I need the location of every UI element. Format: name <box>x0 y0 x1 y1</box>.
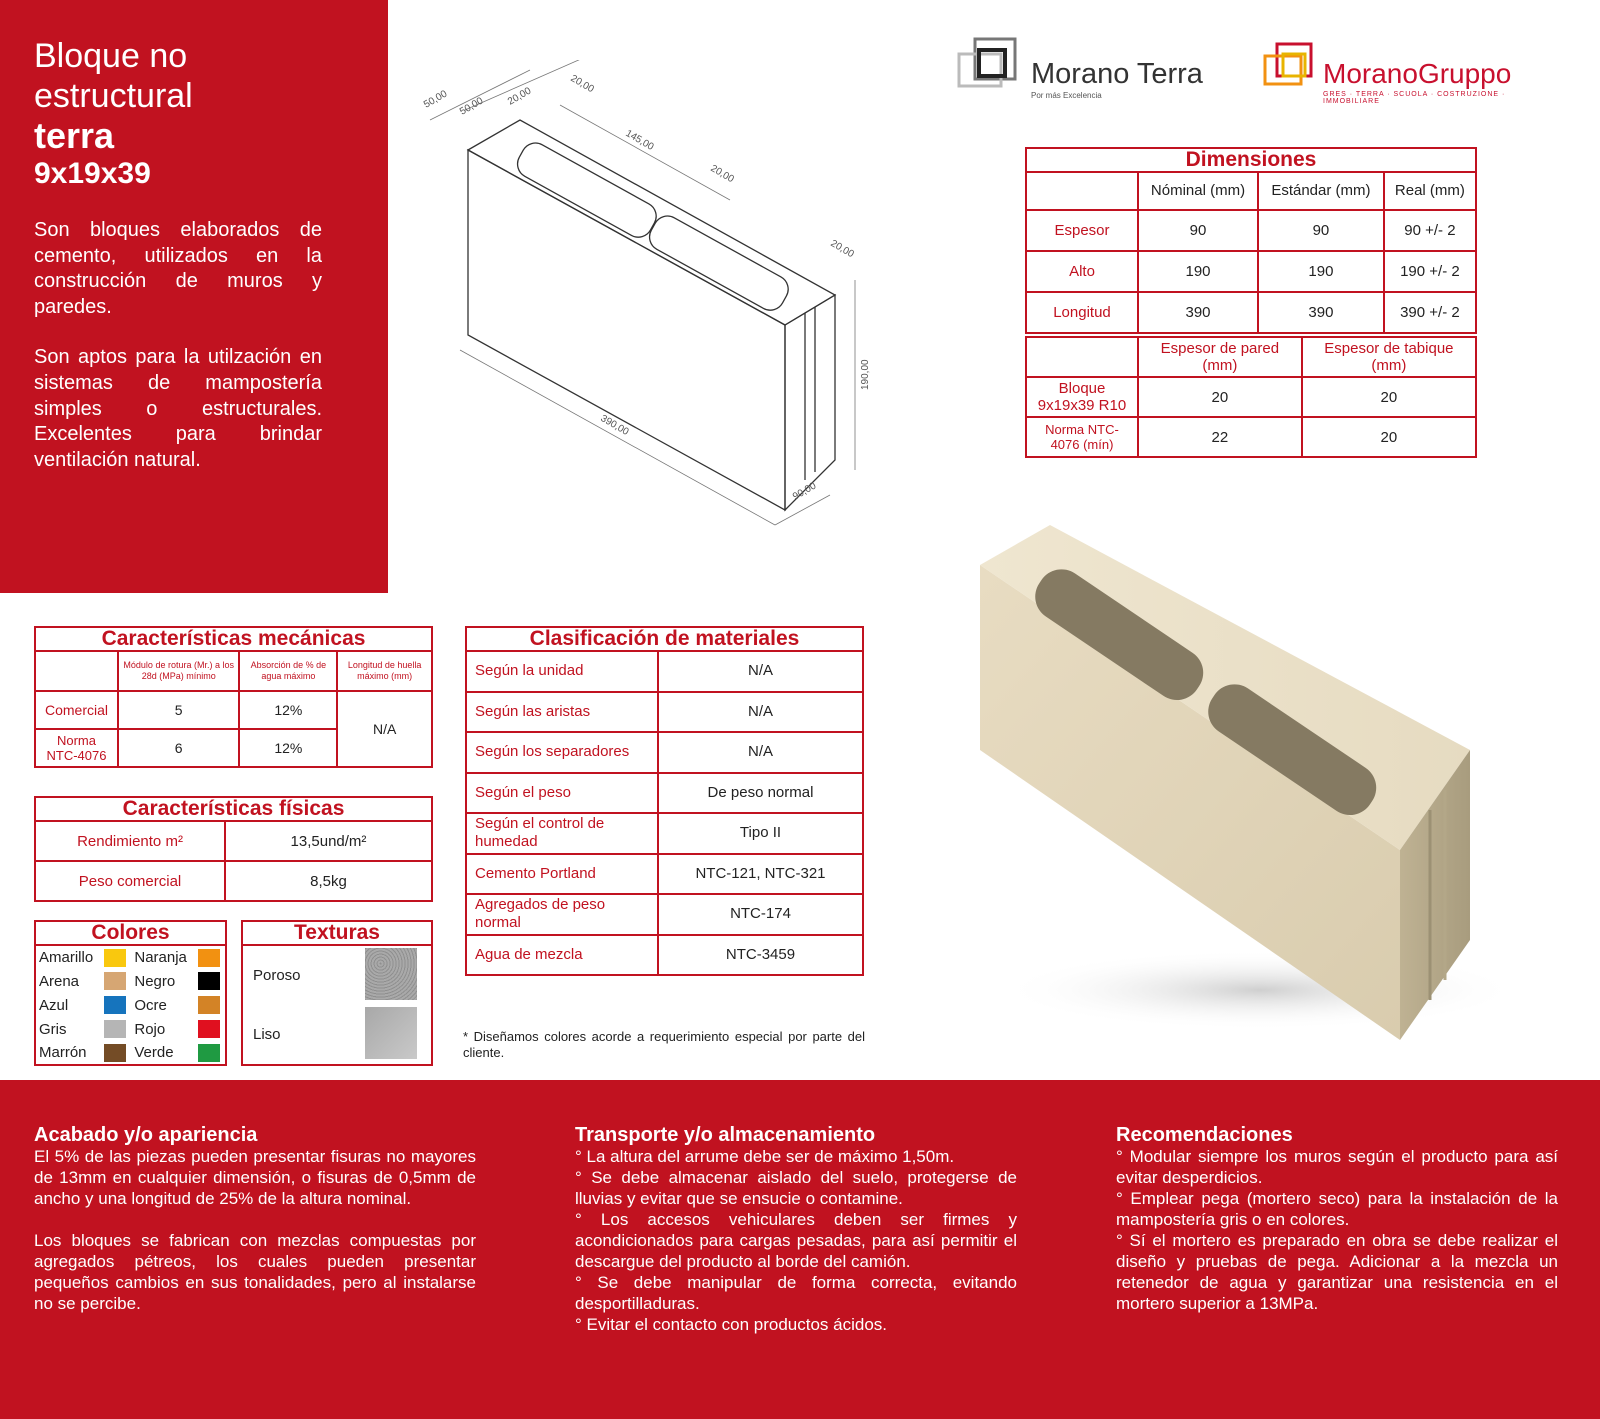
color-swatch-rojo <box>198 1020 220 1038</box>
cell: Tipo II <box>658 813 863 854</box>
gruppo-logo-tagline: GRES · TERRA · SCUOLA · COSTRUZIONE · IMMOBILIARE <box>1323 91 1506 105</box>
acabado-section <box>34 1124 476 1314</box>
color-name: Ocre <box>134 996 167 1014</box>
row-label: Longitud <box>1026 292 1138 333</box>
row-label: Agua de mezcla <box>466 935 658 976</box>
list-item: ° Se debe almacenar aislado del suelo, protegerse de lluvias y evitar que se ensucie o contamine. <box>575 1168 1017 1208</box>
color-swatch-negro <box>198 972 220 990</box>
texture-name: Poroso <box>253 967 301 984</box>
footer <box>0 1080 1600 1419</box>
cell: 6 <box>118 729 239 767</box>
list-item: ° Sí el mortero es preparado en obra se debe realizar el diseño y pruebas de pega. Adicionar a la mezcla un retenedor de agua y garantizar una resistencia en el mortero superior a 13MPa. <box>1116 1231 1558 1313</box>
mechanical-table <box>34 626 433 768</box>
technical-drawing <box>410 60 910 560</box>
intro-panel <box>0 0 388 593</box>
color-name: Amarillo <box>39 949 94 966</box>
color-name: Marrón <box>39 1044 87 1061</box>
table-title: Características físicas <box>35 797 432 821</box>
dim-label: 20,00 <box>568 73 596 96</box>
color-name: Arena <box>39 972 80 990</box>
cell: 190 <box>1258 251 1384 292</box>
col-header: Absorción de % de agua máximo <box>239 651 337 691</box>
color-name: Naranja <box>134 949 187 966</box>
dim-label: 20,00 <box>828 238 856 261</box>
section-title: Transporte y/o almacenamiento <box>575 1124 876 1146</box>
transporte-section <box>575 1124 1017 1335</box>
materials-table <box>465 626 864 976</box>
cell: 12% <box>239 691 337 729</box>
cell: N/A <box>658 651 863 692</box>
morano-gruppo-logo <box>1263 30 1543 105</box>
cell: 390 <box>1138 292 1258 333</box>
footnote: * Diseñamos colores acorde a requerimiento especial por parte del cliente. <box>463 1029 865 1060</box>
col-header: Estándar (mm) <box>1258 172 1384 210</box>
col-header: Nóminal (mm) <box>1138 172 1258 210</box>
color-name: Azul <box>39 996 69 1014</box>
gruppo-logo-name: MoranoGruppo <box>1323 58 1512 89</box>
wall-thickness-table <box>1025 336 1477 458</box>
color-swatch-ocre <box>198 996 220 1014</box>
color-name: Negro <box>134 972 176 990</box>
section-paragraph: El 5% de las piezas pueden presentar fisuras no mayores de 13mm en cualquier dimensión, o fisuras de 0,5mm de ancho y una longitud de 25% de la altura nominal. <box>34 1147 476 1208</box>
morano-terra-logo <box>955 30 1235 100</box>
col-header: Real (mm) <box>1384 172 1476 210</box>
table-title: Clasificación de materiales <box>466 627 863 651</box>
dim-label: 50,00 <box>458 95 486 118</box>
row-label: Alto <box>1026 251 1138 292</box>
color-name: Rojo <box>134 1020 166 1038</box>
color-swatch-arena <box>104 972 126 990</box>
section-title: Acabado y/o apariencia <box>34 1124 258 1146</box>
cell: 90 <box>1138 210 1258 251</box>
cell: 90 <box>1258 210 1384 251</box>
dim-label: 190,00 <box>860 359 871 390</box>
row-label: Bloque 9x19x39 R10 <box>1026 377 1138 417</box>
table-title: Características mecánicas <box>35 627 432 651</box>
product-line: terra <box>34 115 115 156</box>
list-item: ° Emplear pega (mortero seco) para la instalación de la mampostería gris o en colores. <box>1116 1189 1558 1229</box>
dim-label: 145,00 <box>623 128 656 153</box>
row-label: Según el control de humedad <box>466 813 658 854</box>
colors-table <box>34 920 227 1066</box>
dim-label: 20,00 <box>506 85 534 108</box>
row-label: Según el peso <box>466 773 658 814</box>
cell: N/A <box>658 732 863 773</box>
texture-name: Liso <box>253 1026 281 1043</box>
cell: 13,5und/m² <box>225 821 432 861</box>
recomendaciones-section <box>1116 1124 1558 1314</box>
row-label: Comercial <box>35 691 118 729</box>
cell: N/A <box>658 692 863 733</box>
row-label: Norma NTC-4076 <box>35 729 118 767</box>
cell: 22 <box>1138 417 1302 457</box>
row-label: Peso comercial <box>35 861 225 901</box>
terra-squares-icon <box>955 36 1025 96</box>
color-swatch-amarillo <box>104 949 126 967</box>
col-header: Longitud de huella máximo (mm) <box>337 651 432 691</box>
block-render-image <box>960 520 1520 1060</box>
color-swatch-verde <box>198 1044 220 1062</box>
list-item: ° Se debe manipular de forma correcta, evitando desportilladuras. <box>575 1273 1017 1313</box>
row-label: Espesor <box>1026 210 1138 251</box>
smooth-texture-swatch <box>365 1007 417 1059</box>
terra-logo-name: Morano Terra <box>1031 58 1203 90</box>
col-header: Espesor de pared (mm) <box>1138 337 1302 377</box>
cell: 90 +/- 2 <box>1384 210 1476 251</box>
list-item: ° La altura del arrume debe ser de máximo 1,50m. <box>575 1147 955 1166</box>
color-swatch-naranja <box>198 949 220 967</box>
intro-paragraph-2: Son aptos para la utilzación en sistemas de mampostería simples o estructurales. Excelentes para brindar ventilación natural. <box>34 346 322 471</box>
cell: De peso normal <box>658 773 863 814</box>
cell: NTC-121, NTC-321 <box>658 854 863 895</box>
cell: 390 +/- 2 <box>1384 292 1476 333</box>
intro-paragraph-1: Son bloques elaborados de cemento, utilizados en la construcción de muros y paredes. <box>34 219 322 318</box>
dim-label: 90,00 <box>791 480 819 503</box>
physical-table <box>34 796 433 902</box>
cell: 190 <box>1138 251 1258 292</box>
row-label: Rendimiento m² <box>35 821 225 861</box>
cell: 390 <box>1258 292 1384 333</box>
row-label: Norma NTC-4076 (mín) <box>1026 417 1138 457</box>
col-header: Espesor de tabique (mm) <box>1302 337 1476 377</box>
table-title: Colores <box>35 921 226 945</box>
gruppo-squares-icon <box>1263 42 1323 102</box>
row-label: Cemento Portland <box>466 854 658 895</box>
col-header: Módulo de rotura (Mr.) a los 28d (MPa) mínimo <box>118 651 239 691</box>
section-paragraph: Los bloques se fabrican con mezclas compuestas por agregados pétreos, los cuales pueden presentar pequeños cambios en sus tonalidades, pero al instalarse no se percibe. <box>34 1231 476 1313</box>
list-item: ° Los accesos vehiculares deben ser firmes y acondicionados para cargas pesadas, para así permitir el descargue del producto al borde del camión. <box>575 1210 1017 1271</box>
cell: 20 <box>1302 417 1476 457</box>
color-name: Gris <box>39 1020 67 1038</box>
row-label: Según los separadores <box>466 732 658 773</box>
list-item: ° Modular siempre los muros según el producto para así evitar desperdicios. <box>1116 1147 1558 1187</box>
dim-label: 50,00 <box>422 88 450 111</box>
row-label: Agregados de peso normal <box>466 894 658 935</box>
section-title: Recomendaciones <box>1116 1124 1293 1146</box>
cell: 20 <box>1138 377 1302 417</box>
color-swatch-marron <box>104 1044 126 1062</box>
row-label: Según las aristas <box>466 692 658 733</box>
table-title: Texturas <box>242 921 432 945</box>
color-name: Verde <box>134 1044 174 1061</box>
textures-table <box>241 920 433 1066</box>
terra-logo-tagline: Por más Excelencia <box>1031 91 1102 100</box>
cell: 190 +/- 2 <box>1384 251 1476 292</box>
table-title: Dimensiones <box>1026 148 1476 172</box>
product-size: 9x19x39 <box>34 157 151 190</box>
product-title: Bloque no estructural <box>34 37 193 115</box>
cell: 8,5kg <box>225 861 432 901</box>
dim-label: 20,00 <box>708 163 736 186</box>
cell: 5 <box>118 691 239 729</box>
row-label: Según la unidad <box>466 651 658 692</box>
porous-texture-swatch <box>365 948 417 1000</box>
cell: 20 <box>1302 377 1476 417</box>
dim-label: 390,00 <box>598 413 631 438</box>
color-swatch-azul <box>104 996 126 1014</box>
cell: NTC-3459 <box>658 935 863 976</box>
cell: N/A <box>337 691 432 767</box>
list-item: ° Evitar el contacto con productos ácidos. <box>575 1315 888 1334</box>
dimensions-table <box>1025 147 1477 334</box>
cell: NTC-174 <box>658 894 863 935</box>
color-swatch-gris <box>104 1020 126 1038</box>
cell: 12% <box>239 729 337 767</box>
